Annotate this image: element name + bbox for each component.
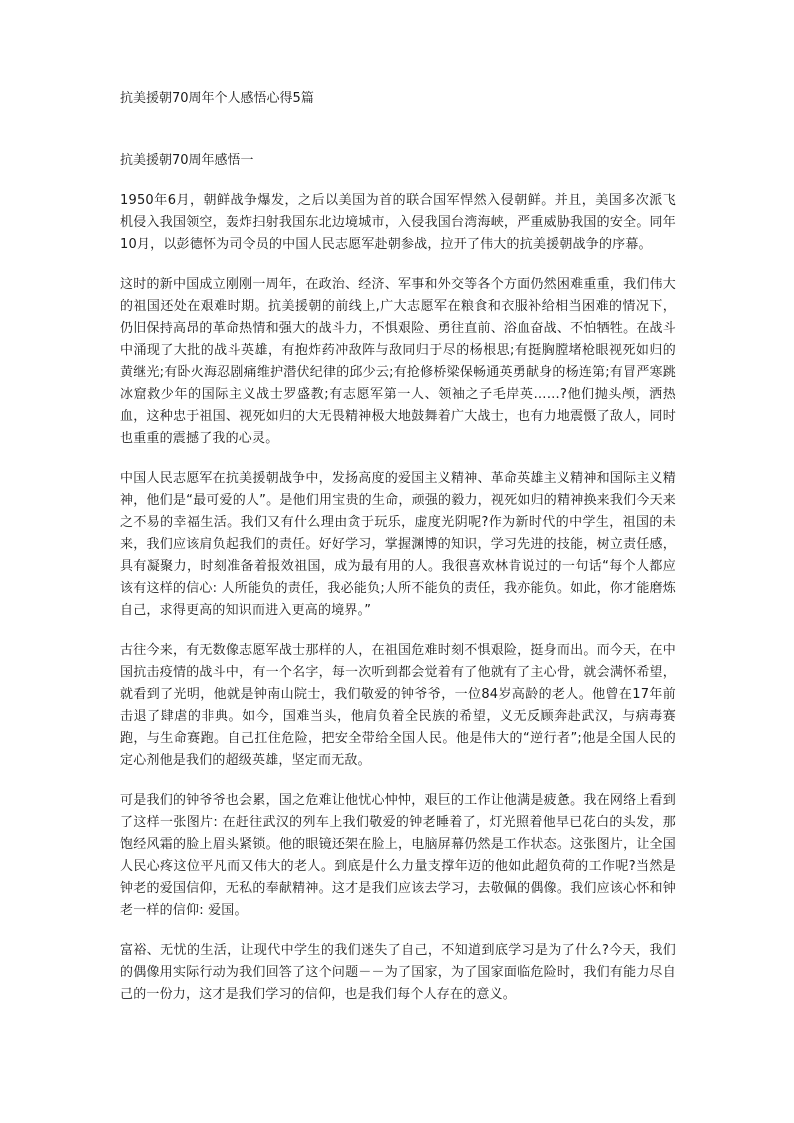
paragraph-1: 1950年6月，朝鲜战争爆发，之后以美国为首的联合国军悍然入侵朝鲜。并且，美国多次派飞机侵入我国领空，轰炸扫射我国东北边境城市，入侵我国台湾海峡，严重威胁我国的安全。同年10月，以彭德怀为司令员的中国人民志愿军赴朝参战，拉开了伟大的抗美援朝战争的序幕。 [120,193,676,252]
paragraph-2: 这时的新中国成立刚刚一周年，在政治、经济、军事和外交等各个方面仍然困难重重，我们伟大的祖国还处在艰难时期。抗美援朝的前线上,广大志愿军在粮食和衣服补给相当困难的情况下，仍旧保持高昂的革命热情和强大的战斗力，不惧艰险、勇往直前、浴血奋战、不怕牺牲。在战斗中涌现了大批的战斗英雄，有抱炸药冲敌阵与敌同归于尽的杨根思;有挺胸膛堵枪眼视死如归的黄继光;有卧火海忍剧痛维护潜伏纪律的邱少云;有抢修桥梁保畅通英勇献身的杨连第;有冒严寒跳冰窟救少年的国际主义战士罗盛教;有志愿军第一人、领袖之子毛岸英……?他们抛头颅，洒热血，这种忠于祖国、视死如归的大无畏精神极大地鼓舞着广大战士，也有力地震慑了敌人，同时也重重的震撼了我的心灵。 [120,277,676,446]
paragraph-3: 中国人民志愿军在抗美援朝战争中，发扬高度的爱国主义精神、革命英雄主义精神和国际主义精神，他们是“最可爱的人”。是他们用宝贵的生命，顽强的毅力，视死如归的精神换来我们今天来之不易的幸福生活。我们又有什么理由贪于玩乐，虚度光阴呢?作为新时代的中学生，祖国的未来，我们应该肩负起我们的责任。好好学习，掌握渊博的知识，学习先进的技能，树立责任感，具有凝聚力，时刻准备着报效祖国，成为最有用的人。我很喜欢林肯说过的一句话“每个人都应该有这样的信心: 人所能负的责任，我必能负;人所不能负的责任，我亦能负。如此，你才能磨炼自己，求得更高的知识而进入更高的境界。” [120,471,676,618]
document-page [120,88,676,1006]
paragraph-5: 可是我们的钟爷爷也会累，国之危难让他忧心忡忡，艰巨的工作让他满是疲惫。我在网络上看到了这样一张图片: 在赶往武汉的列车上我们敬爱的钟老睡着了，灯光照着他早已花白的头发，那饱经风霜的脸上眉头紧锁。他的眼镜还架在脸上，电脑屏幕仍然是工作状态。这张图片，让全国人民心疼这位平凡而又伟大的老人。到底是什么力量支撑年迈的他如此超负荷的工作呢?当然是钟老的爱国信仰，无私的奉献精神。这才是我们应该去学习，去敬佩的偶像。我们应该心怀和钟老一样的信仰: 爱国。 [120,793,676,918]
paragraph-6: 富裕、无忧的生活，让现代中学生的我们迷失了自己，不知道到底学习是为了什么?今天，我们的偶像用实际行动为我们回答了这个问题－－为了国家，为了国家面临危险时，我们有能力尽自己的一份力，这才是我们学习的信仰，也是我们每个人存在的意义。 [120,943,676,1002]
document-title: 抗美援朝70周年个人感悟心得5篇 [120,91,314,106]
section-title: 抗美援朝70周年感悟一 [120,153,254,168]
paragraph-4: 古往今来，有无数像志愿军战士那样的人，在祖国危难时刻不惧艰险，挺身而出。而今天，在中国抗击疫情的战斗中，有一个名字，每一次听到都会觉着有了他就有了主心骨，就会满怀希望，就看到了光明，他就是钟南山院士，我们敬爱的钟爷爷，一位84岁高龄的老人。他曾在17年前击退了肆虐的非典。如今，国难当头，他肩负着全民族的希望，义无反顾奔赴武汉，与病毒赛跑，与生命赛跑。自己扛住危险，把安全带给全国人民。他是伟大的“逆行者”;他是全国人民的定心剂他是我们的超级英雄，坚定而无敌。 [120,643,676,768]
